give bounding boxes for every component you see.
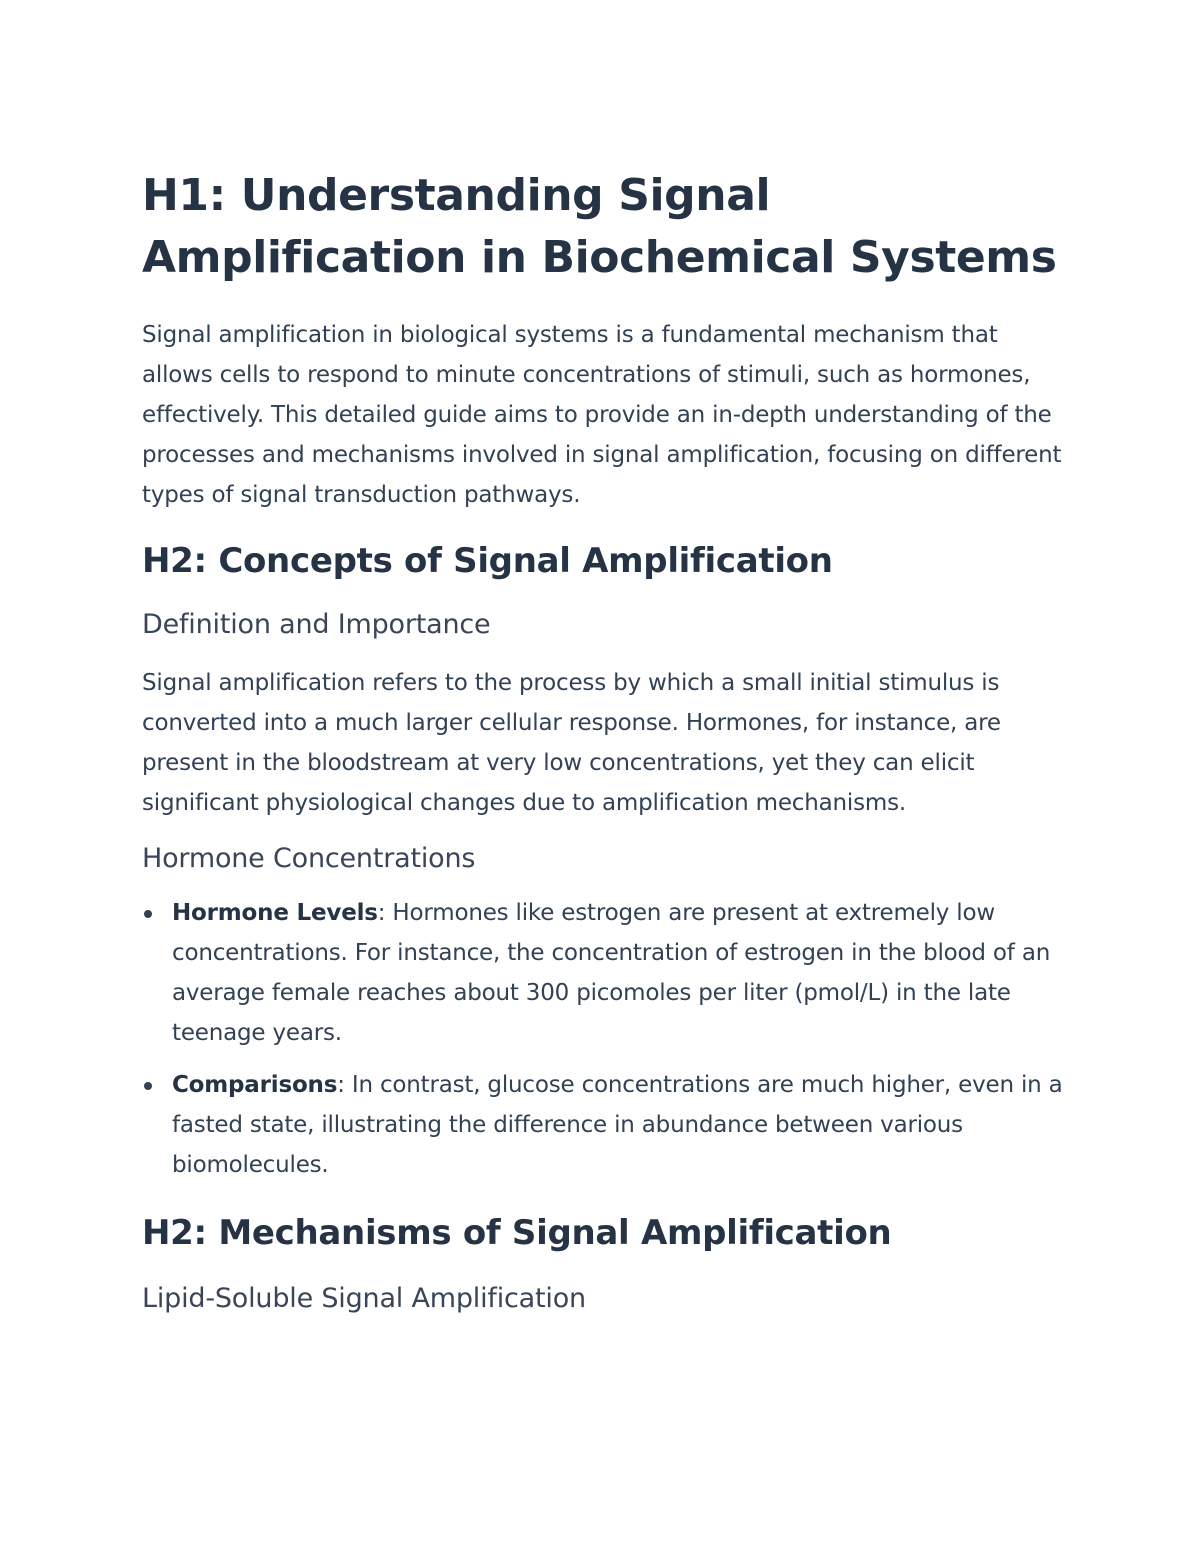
hormone-list (142, 893, 1072, 1185)
subheading-definition: Definition and Importance (142, 609, 491, 640)
list-item-term: Hormone Levels (172, 900, 378, 926)
subheading-hormone-concentrations: Hormone Concentrations (142, 843, 476, 874)
document-page (142, 165, 1072, 1317)
list-item-text: : Hormones like estrogen are present at extremely low concentrations. For instance, the concentration of estrogen in the blood of an average female reaches about 300 picomoles per liter (pmol/L) in the late teenage years. (172, 900, 1051, 1046)
bullet-icon (144, 1082, 152, 1090)
list-item-term: Comparisons (172, 1072, 338, 1098)
intro-paragraph: Signal amplification in biological systems is a fundamental mechanism that allows cells to respond to minute concentrations of stimuli, such as hormones, effectively. This detailed guide aims to provide an in-depth understanding of the processes and mechanisms involved in signal amplification, focusing on different types of signal transduction pathways. (142, 322, 1062, 508)
subheading-lipid-soluble: Lipid-Soluble Signal Amplification (142, 1283, 586, 1314)
list-item (142, 1065, 1072, 1185)
list-item (142, 893, 1072, 1053)
list-item-text: : In contrast, glucose concentrations are much higher, even in a fasted state, illustrating the difference in abundance between various biomolecules. (172, 1072, 1063, 1178)
bullet-icon (144, 910, 152, 918)
page-title: H1: Understanding Signal Amplification in Biochemical Systems (142, 170, 1057, 283)
section-heading-mechanisms: H2: Mechanisms of Signal Amplification (142, 1213, 892, 1253)
definition-paragraph: Signal amplification refers to the process by which a small initial stimulus is converted into a much larger cellular response. Hormones, for instance, are present in the bloodstream at very low concentrations, yet they can elicit significant physiological changes due to amplification mechanisms. (142, 670, 1001, 816)
section-heading-concepts: H2: Concepts of Signal Amplification (142, 541, 833, 581)
